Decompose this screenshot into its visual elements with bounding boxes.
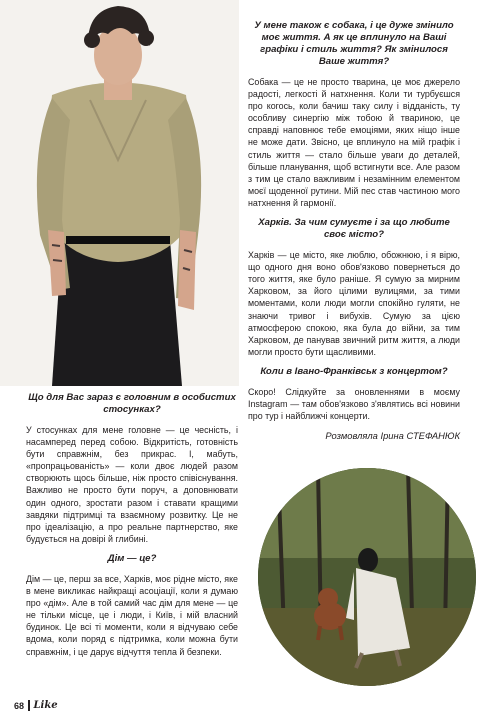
author-signature: Розмовляла Ірина СТЕФАНЮК: [325, 430, 460, 442]
question-dog: У мене також є собака, і це дуже змінило моє життя. А як це вплинуло на Ваші графіки і стиль життя? Як змінилося Ваше життя?: [254, 20, 454, 67]
answer-home: Дім — це, перш за все, Харків, моє рідне місто, яке в мене викликає найкращі асоціації, коли я думаю про «дім». Але в той самий час дім для мене — це не тільки місце, це і люди, і Київ, і мій власний будинок. Це всі ті моменти, коли я відчуваю себе вдома, коли поряд є підтримка, коли можна бути справжнім, і це дарує відчуття тепла й безпеки.: [26, 573, 238, 657]
question-relationships: Що для Вас зараз є головним в особистих стосунках?: [28, 392, 236, 415]
dog-photo: [258, 468, 476, 686]
portrait-photo: [0, 0, 239, 386]
left-column: [26, 392, 238, 666]
answer-relationships: У стосунках для мене головне — це чесність, і насамперед перед собою. Відкритість, готовність бути справжнім, без прикрас. І, мабуть, «пропрацьованість» — коли двоє людей разом створюють щось більше, ніж просто співіснування. Важливо не просто бути поруч, а доповнювати один одного, зростати разом і ставати кращими завдяки підтримці та взаємному розвитку. Це не про ідеалізацію, а про реальне партнерство, яке будується на довірі й глибині.: [26, 425, 238, 544]
answer-concert: Скоро! Слідкуйте за оновленнями в моєму Instagram — там обов'язково з'являтись всі новини про тур і найближчі концерти.: [248, 386, 460, 422]
answer-kharkiv: Харків — це місто, яке люблю, обожнюю, і я вірю, що одного дня воно обов'язково повернеться до того життя, яке було раніше. Я сумую за мирним Харковом, за його цілими вулицями, за тими моментами, коли люди могли спокійно гуляти, не знаючи тривог і вибухів. Сумую за цією атмосферою спокою, яка була до війни, за тим Харковом, де панував звичний ритм життя, а люди могли просто бути щасливими.: [248, 250, 460, 357]
right-column: [248, 20, 460, 441]
magazine-name: Like: [33, 700, 58, 711]
question-kharkiv: Харків. За чим сумуєте і за що любите своє місто?: [258, 217, 450, 241]
question-home: Дім — це?: [107, 552, 157, 564]
page-number: 68: [14, 700, 25, 711]
page-footer: [14, 700, 58, 711]
footer-divider: [28, 700, 30, 711]
answer-dog: Собака — це не просто тварина, це моє джерело радості, легкості й натхнення. Коли ти турбуєшся про когось, коли бачиш таку силу і відданість, ту особливу синергію між тобою й твариною, це справді наповнює тебе емоціями, яких ніщо інше не може дати. Звісно, це вплинуло на мій графік і стиль життя — стало більше уваги до деталей, більше планування, щоб встигнути все. Але разом з тим це стало важливим і незамінним елементом моєї щоденної рутини. Мій пес став частиною мого натхнення й гармонії.: [248, 77, 460, 208]
question-concert: Коли в Івано-Франківськ з концертом?: [260, 365, 448, 377]
